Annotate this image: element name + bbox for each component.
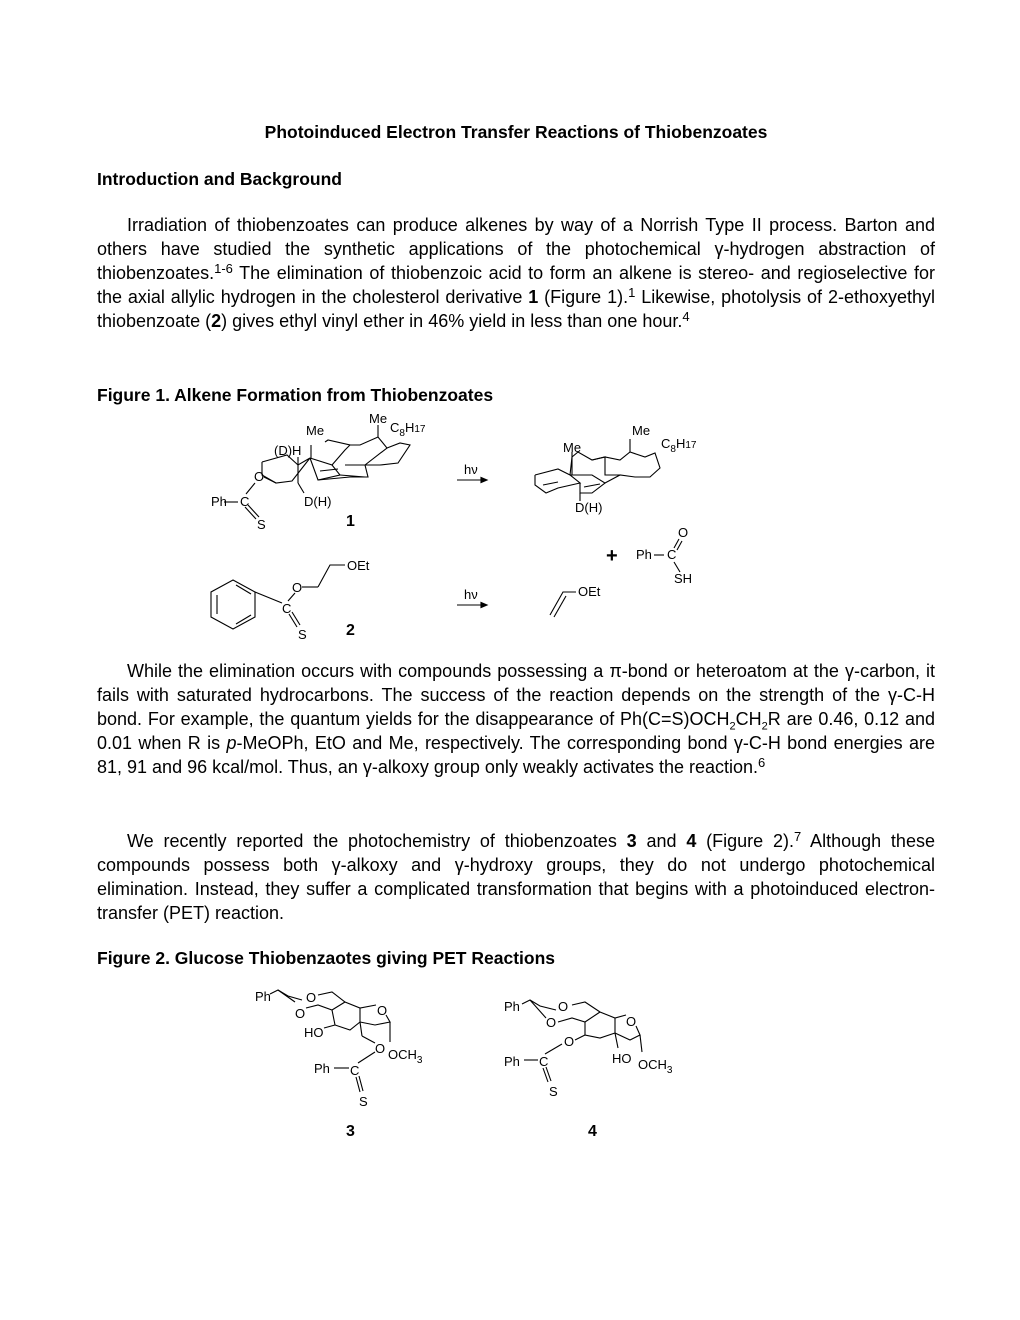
- text-run: p: [226, 733, 237, 753]
- text-run: Likewise, photolysis of 2-ethoxyethyl thiobenzoate (: [97, 287, 935, 331]
- text-run: (Figure 2).: [696, 831, 794, 851]
- document-title: Photoinduced Electron Transfer Reactions of Thiobenzoates: [264, 122, 768, 142]
- sulfur-label: S: [257, 517, 266, 532]
- text-run: -alkoxy and: [340, 855, 455, 875]
- compound-reference: 1: [528, 287, 539, 307]
- figure-2-caption: Figure 2. Glucose Thiobenzaotes giving PET Reactions: [97, 948, 555, 968]
- sulfur-label: S: [549, 1084, 558, 1099]
- sulfur-label: S: [298, 627, 307, 642]
- reference-superscript: 4: [682, 309, 690, 324]
- oxygen-label: O: [558, 999, 569, 1014]
- methyl-label: Me: [369, 411, 388, 426]
- text-run: γ: [362, 757, 372, 777]
- text-run: While the elimination occurs with compounds possessing a: [127, 661, 610, 681]
- phenyl-label: Ph: [314, 1061, 330, 1076]
- text-run: -carbon, it fails with saturated hydrocarbons. The success of the reaction depends on the strength of the: [97, 661, 935, 705]
- compound-4-structure: [522, 1000, 642, 1082]
- methoxy-label: $OCH_3$: [388, 1047, 423, 1066]
- compound-3-structure: [270, 990, 390, 1092]
- phenyl-label: Ph: [504, 1054, 520, 1069]
- compound-number-4: 4: [588, 1123, 597, 1140]
- text-run: We recently reported the photochemistry of thiobenzoates: [127, 831, 627, 851]
- deuterium-label: D(H): [304, 494, 332, 509]
- text-run: γ: [844, 661, 854, 681]
- text-run: -C-H bond. For example, the quantum yields for the disappearance of Ph(C=S)OCH: [97, 685, 935, 729]
- carbon-label: C: [539, 1054, 549, 1069]
- reference-superscript: 1-6: [214, 261, 233, 276]
- text-run: CH: [735, 709, 762, 729]
- ethoxy-label: OEt: [578, 584, 601, 599]
- side-chain-label: $C_8H17$: [661, 436, 697, 455]
- phenyl-label: Ph: [636, 547, 652, 562]
- oxygen-label: O: [292, 580, 303, 595]
- text-run: Although these compounds possess both: [97, 831, 935, 875]
- paragraph-3: [97, 829, 935, 925]
- hv-label: hν: [464, 587, 478, 602]
- text-run: The elimination of thiobenzoic acid to form an alkene is stereo- and regioselective for the axial allylic hydrogen in the cholesterol derivative: [97, 263, 935, 307]
- figure-1-caption: Figure 1. Alkene Formation from Thiobenzoates: [97, 385, 494, 405]
- text-run: ) gives ethyl vinyl ether in 46% yield in less than one hour.: [221, 311, 683, 331]
- text-run: -MeOPh, EtO and Me, respectively. The corresponding bond: [236, 733, 734, 753]
- text-run: -alkoxy group only weakly activates the reaction.: [371, 757, 759, 777]
- compound-reference: 3: [626, 831, 637, 851]
- text-run: γ: [888, 685, 897, 705]
- ester-oxygen-label: O: [375, 1041, 386, 1056]
- hv-label: hν: [464, 462, 478, 477]
- phenyl-label: Ph: [255, 989, 271, 1004]
- product-diene-structure: [535, 439, 660, 501]
- text-run: 2: [729, 720, 736, 733]
- plus-sign: +: [606, 545, 618, 567]
- deuterium-label: D(H): [575, 500, 603, 515]
- text-run: γ: [454, 855, 464, 875]
- text-run: (Figure 1).: [538, 287, 629, 307]
- paragraph-1: [97, 213, 935, 333]
- oxygen-label: O: [306, 990, 317, 1005]
- methyl-label: Me: [632, 423, 651, 438]
- reference-superscript: 7: [794, 829, 802, 844]
- methyl-label: Me: [563, 440, 582, 455]
- hydroxyl-label: HO: [304, 1025, 324, 1040]
- text-run: γ: [733, 733, 743, 753]
- compound-number-3: 3: [346, 1123, 355, 1140]
- text-run: γ: [714, 239, 724, 259]
- text-run: R are 0.46, 0.12 and 0.01 when R is: [97, 709, 935, 753]
- oxygen-label: O: [295, 1006, 306, 1021]
- oxygen-label: O: [546, 1015, 557, 1030]
- phenyl-label: Ph: [211, 494, 227, 509]
- compound-number-2: 2: [346, 622, 355, 639]
- compound-reference: 2: [211, 311, 222, 331]
- methoxy-label: $OCH_3$: [638, 1057, 673, 1076]
- ethoxy-label: OEt: [347, 558, 370, 573]
- text-run: -hydrogen abstraction of thiobenzoates.: [97, 239, 935, 283]
- text-run: -C-H bond energies are 81, 91 and 96 kcal/mol. Thus, an: [97, 733, 935, 777]
- hydroxyl-label: HO: [612, 1051, 632, 1066]
- paragraph-2: [97, 659, 935, 779]
- compound-2-structure: [211, 565, 345, 629]
- carbon-label: C: [350, 1063, 360, 1078]
- methyl-label: Me: [306, 423, 325, 438]
- text-run: 2: [761, 720, 768, 733]
- carbon-label: C: [240, 494, 250, 509]
- text-run: Irradiation of thiobenzoates can produce alkenes by way of a Norrish Type II process. Barton and others have studied the synthetic applications of the photochemical: [97, 215, 935, 259]
- reference-superscript: 6: [758, 755, 766, 770]
- ethyl-vinyl-ether-structure: [550, 592, 576, 617]
- compound-reference: 4: [686, 831, 697, 851]
- axial-hydrogen-label: (D)H: [274, 443, 302, 458]
- ester-oxygen-label: O: [564, 1034, 575, 1049]
- text-run: -hydroxy groups, they do not undergo photochemical elimination. Instead, they suffer a complicated transformation that begins with a photoinduced electron-transfer (PET) reaction.: [97, 855, 935, 923]
- ring-oxygen-label: O: [377, 1003, 388, 1018]
- ring-oxygen-label: O: [626, 1014, 637, 1029]
- reference-superscript: 1: [628, 285, 636, 300]
- text-run: and: [636, 831, 687, 851]
- side-chain-label: $C_8H17$: [390, 420, 426, 439]
- text-run: γ: [331, 855, 341, 875]
- text-run: π: [609, 661, 622, 681]
- figure-2-scheme: [240, 980, 700, 1150]
- section-heading: Introduction and Background: [97, 169, 342, 189]
- oxygen-label: O: [254, 469, 265, 484]
- carbon-label: C: [667, 547, 677, 562]
- thiol-label: SH: [674, 571, 693, 586]
- compound-number-1: 1: [346, 513, 355, 530]
- carbon-label: C: [282, 601, 292, 616]
- text-run: -bond or heteroatom at the: [621, 661, 845, 681]
- figure-1-scheme: [200, 405, 780, 645]
- phenyl-label: Ph: [504, 999, 520, 1014]
- oxygen-label: O: [678, 525, 689, 540]
- sulfur-label: S: [359, 1094, 368, 1109]
